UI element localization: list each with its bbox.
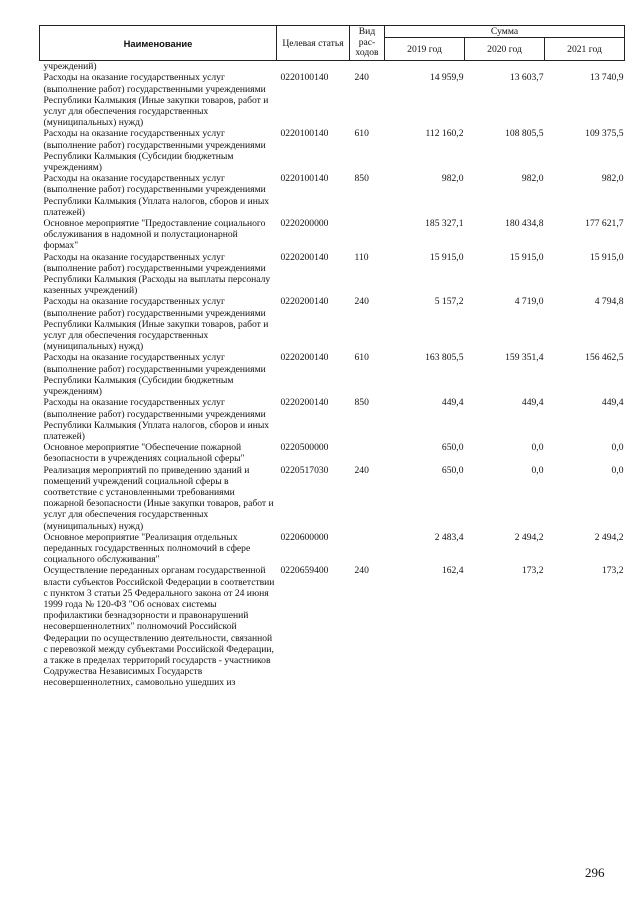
header-expense-type: Вид рас-ходов — [350, 26, 385, 61]
row-target-article: 0220100140 — [280, 173, 329, 185]
table-row — [40, 173, 625, 218]
row-amount-2019: 112 160,2 — [425, 128, 464, 140]
row-amount-2019: 650,0 — [441, 464, 464, 476]
row-amount-2021: 15 915,0 — [589, 251, 624, 263]
row-amount-2020: 449,4 — [521, 397, 544, 409]
row-name: Реализация мероприятий по приведению зданий и помещений учреждений социальной сферы в соответствие с установленными требованиями пожарной безопасности (Иные закупки товаров, работ и услуг для обеспечения государственных (муниципальных) нужд) — [43, 464, 274, 532]
table-row — [40, 532, 625, 566]
row-name: Расходы на оказание государственных услуг (выполнение работ) государственными учреждениями Республики Калмыкия (Уплата налогов, сборов и иных платежей) — [43, 173, 270, 218]
row-amount-2019: 163 805,5 — [425, 352, 464, 364]
row-target-article: 0220200140 — [280, 296, 329, 308]
row-target-article: 0220600000 — [280, 531, 329, 543]
row-name: Расходы на оказание государственных услуг (выполнение работ) государственными учреждениями Республики Калмыкия (Иные закупки товаров, работ и услуг для обеспечения государственных (муниципальных) нужд) — [43, 72, 269, 129]
row-expense-type: 240 — [354, 565, 369, 577]
row-name: Расходы на оказание государственных услуг (выполнение работ) государственными учреждениями Республики Калмыкия (Расходы на выплаты персоналу казенных учреждений) — [43, 251, 271, 297]
row-name: Основное мероприятие "Реализация отдельных переданных государственных полномочий в сфере социального обслуживания" — [43, 531, 251, 566]
row-expense-type: 240 — [354, 296, 369, 308]
row-expense-type — [350, 532, 385, 566]
budget-table — [39, 25, 625, 689]
carry-over-row — [40, 61, 625, 73]
row-target-article: 0220100140 — [280, 72, 329, 84]
row-expense-type — [350, 442, 385, 464]
row-amount-2019: 5 157,2 — [434, 296, 464, 308]
row-amount-2021: 109 375,5 — [585, 128, 624, 140]
row-amount-2021: 0,0 — [611, 464, 624, 476]
row-name: Расходы на оказание государственных услуг (выполнение работ) государственными учреждениями Республики Калмыкия (Иные закупки товаров, работ и услуг для обеспечения государственных (муниципальных) нужд) — [43, 296, 269, 353]
header-name: Наименование — [40, 26, 277, 61]
row-amount-2021: 156 462,5 — [585, 352, 624, 364]
header-year-2021: 2021 год — [545, 38, 625, 61]
row-amount-2020: 0,0 — [531, 442, 544, 454]
row-amount-2021: 173,2 — [601, 565, 624, 577]
row-amount-2021: 4 794,8 — [594, 296, 624, 308]
row-expense-type: 240 — [354, 464, 369, 476]
row-amount-2021: 0,0 — [611, 442, 624, 454]
row-target-article: 0220100140 — [280, 128, 329, 140]
row-target-article: 0220200000 — [280, 218, 329, 230]
table-row — [40, 465, 625, 532]
row-amount-2020: 4 719,0 — [514, 296, 544, 308]
row-amount-2019: 15 915,0 — [429, 251, 464, 263]
row-amount-2021: 982,0 — [601, 173, 624, 185]
row-name: Расходы на оказание государственных услуг (выполнение работ) государственными учреждениями Республики Калмыкия (Субсидии бюджетным учреждениям) — [43, 128, 266, 174]
row-amount-2020: 0,0 — [531, 464, 544, 476]
row-amount-2020: 159 351,4 — [505, 352, 544, 364]
row-target-article: 0220500000 — [280, 442, 329, 454]
row-amount-2019: 162,4 — [441, 565, 464, 577]
row-amount-2020: 108 805,5 — [505, 128, 544, 140]
row-name: Осуществление переданных органам государственной власти субъектов Российской Федерации в соответствии с пунктом 3 статьи 25 Федерального закона от 24 июня 1999 года № 120-ФЗ "Об основах системы профилактики безнадзорности и правонарушений несовершеннолетних" полномочий Российской Федерации по осуществлению деятельности, связанной с перевозкой между субъектами Российской Федерации, а также в пределах территорий государств - участников Содружества Независимых Государств несовершеннолетних, самовольно ушедших из — [43, 565, 275, 689]
table-body — [40, 61, 625, 689]
row-name: Основное мероприятие "Обеспечение пожарной безопасности в учреждениях социальной сферы" — [43, 442, 245, 465]
row-name: Расходы на оказание государственных услуг (выполнение работ) государственными учреждениями Республики Калмыкия (Уплата налогов, сборов и иных платежей) — [43, 397, 270, 442]
row-amount-2021: 177 621,7 — [585, 218, 624, 230]
table-row — [40, 218, 625, 252]
row-expense-type: 240 — [354, 72, 369, 84]
row-amount-2021: 13 740,9 — [589, 72, 624, 84]
row-amount-2019: 982,0 — [441, 173, 464, 185]
table-row — [40, 252, 625, 297]
row-expense-type: 110 — [354, 251, 369, 263]
row-amount-2021: 449,4 — [601, 397, 624, 409]
row-target-article: 0220200140 — [280, 352, 329, 364]
row-expense-type: 850 — [354, 173, 369, 185]
row-amount-2021: 2 494,2 — [594, 531, 624, 543]
row-expense-type: 610 — [354, 352, 369, 364]
table-header — [40, 26, 625, 61]
row-amount-2020: 173,2 — [521, 565, 544, 577]
carry-over-text: учреждений) — [43, 61, 97, 73]
table-row — [40, 397, 625, 442]
header-target-article: Целевая статья — [277, 26, 350, 61]
row-amount-2019: 2 483,4 — [434, 531, 464, 543]
table-row — [40, 442, 625, 464]
row-target-article: 0220517030 — [280, 464, 329, 476]
header-year-2020: 2020 год — [465, 38, 545, 61]
table-row — [40, 296, 625, 352]
table-row — [40, 352, 625, 397]
row-amount-2020: 13 603,7 — [509, 72, 544, 84]
row-target-article: 0220200140 — [280, 251, 329, 263]
row-expense-type: 850 — [354, 397, 369, 409]
row-name: Основное мероприятие "Предоставление социального обслуживания в надомной и полустационарной формах" — [43, 218, 266, 252]
row-target-article: 0220200140 — [280, 397, 329, 409]
row-amount-2020: 15 915,0 — [509, 251, 544, 263]
row-amount-2019: 185 327,1 — [425, 218, 464, 230]
row-amount-2020: 982,0 — [521, 173, 544, 185]
header-year-2019: 2019 год — [385, 38, 465, 61]
page-number: 296 — [585, 865, 605, 880]
row-amount-2019: 14 959,9 — [429, 72, 464, 84]
row-expense-type — [350, 218, 385, 252]
row-amount-2020: 180 434,8 — [505, 218, 544, 230]
row-amount-2019: 449,4 — [441, 397, 464, 409]
table-row — [40, 565, 625, 688]
header-sum: Сумма — [385, 26, 625, 38]
row-target-article: 0220659400 — [280, 565, 329, 577]
row-expense-type: 610 — [354, 128, 369, 140]
row-name: Расходы на оказание государственных услуг (выполнение работ) государственными учреждениями Республики Калмыкия (Субсидии бюджетным учреждениям) — [43, 352, 266, 398]
row-amount-2020: 2 494,2 — [514, 531, 544, 543]
table-row — [40, 72, 625, 128]
row-amount-2019: 650,0 — [441, 442, 464, 454]
table-row — [40, 128, 625, 173]
